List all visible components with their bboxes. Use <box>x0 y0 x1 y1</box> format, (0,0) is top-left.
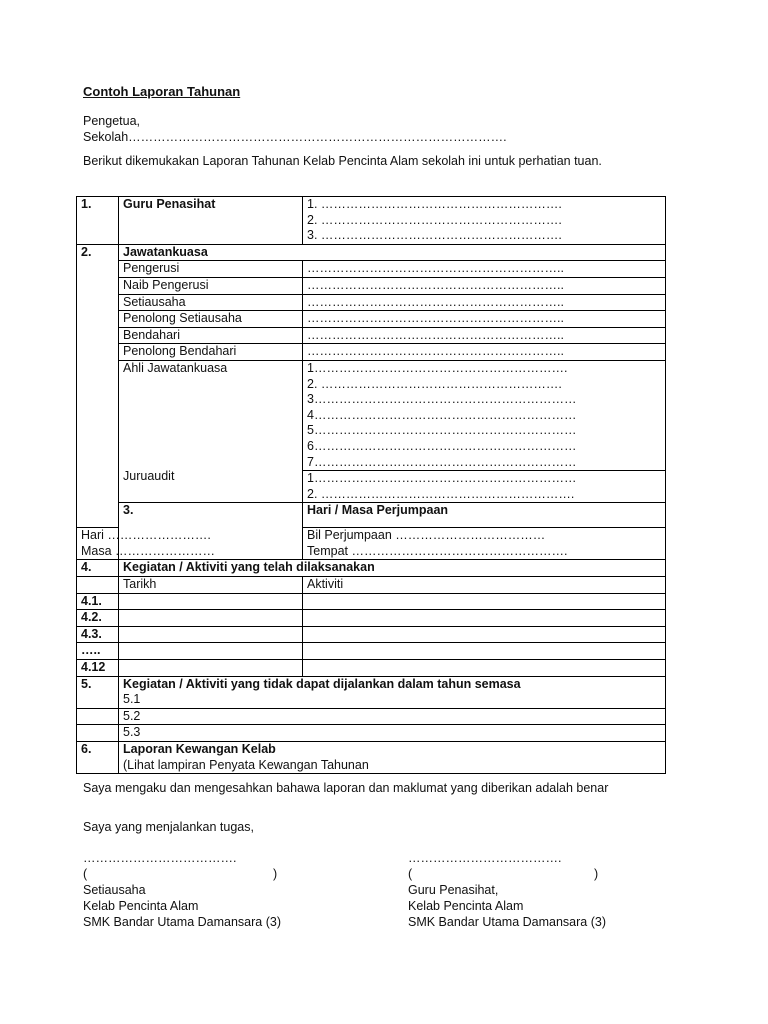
intro-text: Berikut dikemukakan Laporan Tahunan Kelab Pencinta Alam sekolah ini untuk perhatian tuan. <box>83 154 602 168</box>
fill-line: 5……………………………………………………… <box>307 423 577 438</box>
tarikh-cell[interactable] <box>119 643 303 660</box>
role-value[interactable]: …………………………………………………….. <box>303 344 666 361</box>
fill-line: 1……………………………………………………… <box>307 471 577 486</box>
aktiviti-cell[interactable] <box>303 643 666 660</box>
signature-block-left <box>83 850 283 930</box>
section-label: Hari / Masa Perjumpaan <box>303 503 666 528</box>
paren-close: ) <box>594 867 599 881</box>
role-label: Penolong Setiausaha <box>119 311 303 328</box>
activity-columns-row <box>77 577 666 594</box>
section-note: (Lihat lampiran Penyata Kewangan Tahunan <box>123 757 369 772</box>
masa-field: Masa …………………… <box>81 543 216 558</box>
role-row <box>77 294 666 311</box>
section-number: 6. <box>77 742 119 774</box>
signatory-role: Guru Penasihat, <box>408 883 499 897</box>
signature-line[interactable]: ………………………………. <box>408 851 562 865</box>
tempat-field: Tempat ……………………………………………. <box>307 543 568 558</box>
role-row <box>77 311 666 328</box>
activity-number: 4.2. <box>77 610 119 627</box>
closing-text: Saya yang menjalankan tugas, <box>83 820 254 834</box>
name-parentheses[interactable] <box>408 866 638 882</box>
section-5-row <box>77 725 666 742</box>
aktiviti-cell[interactable] <box>303 593 666 610</box>
bil-field: Bil Perjumpaan ……………………………… <box>307 528 546 543</box>
signatory-role: Setiausaha <box>83 883 146 897</box>
section-2-header-row <box>77 244 666 261</box>
fill-line: 4……………………………………………………… <box>307 407 577 422</box>
section-number: 5. <box>77 676 119 708</box>
audit-lines[interactable] <box>303 471 666 503</box>
activity-row <box>77 643 666 660</box>
signatory-school: SMK Bandar Utama Damansara (3) <box>83 915 281 929</box>
addressee-line-2: Sekolah………………………………………………………………………………. <box>83 130 507 144</box>
activity-number: 4.1. <box>77 593 119 610</box>
role-label: Naib Pengerusi <box>119 277 303 294</box>
declaration: Saya mengaku dan mengesahkan bahawa laporan dan maklumat yang diberikan adalah benar <box>83 781 609 795</box>
fill-line: 6……………………………………………………… <box>307 438 577 453</box>
role-label: Setiausaha <box>119 294 303 311</box>
aktiviti-cell[interactable] <box>303 660 666 677</box>
document-header <box>83 84 683 169</box>
role-row <box>77 327 666 344</box>
tarikh-cell[interactable] <box>119 626 303 643</box>
aktiviti-column-header: Aktiviti <box>303 577 666 594</box>
signatory-school: SMK Bandar Utama Damansara (3) <box>408 915 606 929</box>
fill-line: 1. …………………………………………………. <box>307 197 562 211</box>
activity-row <box>77 660 666 677</box>
section-label: Kegiatan / Aktiviti yang tidak dapat dijalankan dalam tahun semasa <box>123 676 521 691</box>
section-6-row <box>77 742 666 774</box>
fill-line: 7……………………………………………………… <box>307 454 577 469</box>
section-label: Jawatankuasa <box>119 244 666 261</box>
paren-close: ) <box>273 867 278 881</box>
audit-label: Juruaudit <box>123 468 175 483</box>
aktiviti-cell[interactable] <box>303 626 666 643</box>
tarikh-cell[interactable] <box>119 660 303 677</box>
role-row <box>77 261 666 278</box>
fill-line: 3……………………………………………………… <box>307 392 577 407</box>
activity-number: 4.12 <box>77 660 119 677</box>
list-item[interactable]: 5.2 <box>119 708 666 725</box>
ajk-label: Ahli Jawatankuasa <box>123 360 228 375</box>
section-number: 3. <box>119 503 303 560</box>
activity-row <box>77 626 666 643</box>
section-label: Laporan Kewangan Kelab <box>123 742 276 756</box>
fill-line: 1……………………………………………………. <box>307 360 568 375</box>
role-value[interactable]: …………………………………………………….. <box>303 261 666 278</box>
activity-row <box>77 610 666 627</box>
signature-line[interactable]: ………………………………. <box>83 851 237 865</box>
ajk-row <box>77 360 666 470</box>
list-item[interactable]: 5.3 <box>119 725 666 742</box>
role-value[interactable]: …………………………………………………….. <box>303 294 666 311</box>
activity-row <box>77 593 666 610</box>
tarikh-cell[interactable] <box>119 593 303 610</box>
role-label: Bendahari <box>119 327 303 344</box>
role-row <box>77 277 666 294</box>
role-row <box>77 344 666 361</box>
section-5-row <box>77 708 666 725</box>
paren-open: ( <box>83 867 88 881</box>
signature-block-right <box>408 850 638 930</box>
document-title: Contoh Laporan Tahunan <box>83 84 241 99</box>
role-value[interactable]: …………………………………………………….. <box>303 277 666 294</box>
signatory-club: Kelab Pencinta Alam <box>408 899 524 913</box>
role-value[interactable]: …………………………………………………….. <box>303 311 666 328</box>
section-number: 4. <box>77 560 119 577</box>
fill-line: 2. …………………………………………………. <box>307 212 562 227</box>
aktiviti-cell[interactable] <box>303 610 666 627</box>
tarikh-column-header: Tarikh <box>119 577 303 594</box>
name-parentheses[interactable] <box>83 866 283 882</box>
section-5-content <box>119 676 666 708</box>
section-label: Guru Penasihat <box>119 197 303 245</box>
section-number: 2. <box>77 244 119 528</box>
section-6-content <box>119 742 666 774</box>
role-label: Penolong Bendahari <box>119 344 303 361</box>
paren-open: ( <box>408 867 413 881</box>
section-3-header-row <box>77 503 666 528</box>
section-1-row <box>77 197 666 245</box>
section-5-row <box>77 676 666 708</box>
role-value[interactable]: …………………………………………………….. <box>303 327 666 344</box>
guru-penasihat-lines[interactable] <box>303 197 666 245</box>
activity-number: ….. <box>77 643 119 660</box>
ajk-audit-labels <box>119 360 303 502</box>
bil-tempat[interactable] <box>303 528 666 560</box>
fill-line: 3. …………………………………………………. <box>307 228 562 243</box>
hari-masa[interactable] <box>77 528 216 560</box>
meeting-row <box>77 528 666 560</box>
ajk-lines[interactable] <box>303 360 666 470</box>
section-4-header-row <box>77 560 666 577</box>
role-label: Pengerusi <box>119 261 303 278</box>
tarikh-cell[interactable] <box>119 610 303 627</box>
activity-number: 4.3. <box>77 626 119 643</box>
list-item[interactable]: 5.1 <box>123 692 141 707</box>
section-label: Kegiatan / Aktiviti yang telah dilaksanakan <box>119 560 666 577</box>
fill-line: 2. …………………………………………………. <box>307 376 562 391</box>
report-table <box>76 196 666 774</box>
signatory-club: Kelab Pencinta Alam <box>83 899 199 913</box>
addressee-line-1: Pengetua, <box>83 114 140 128</box>
hari-field: Hari ……………………. <box>81 528 211 543</box>
fill-line: 2. ……………………………………………………. <box>307 486 575 501</box>
section-number: 1. <box>77 197 119 245</box>
